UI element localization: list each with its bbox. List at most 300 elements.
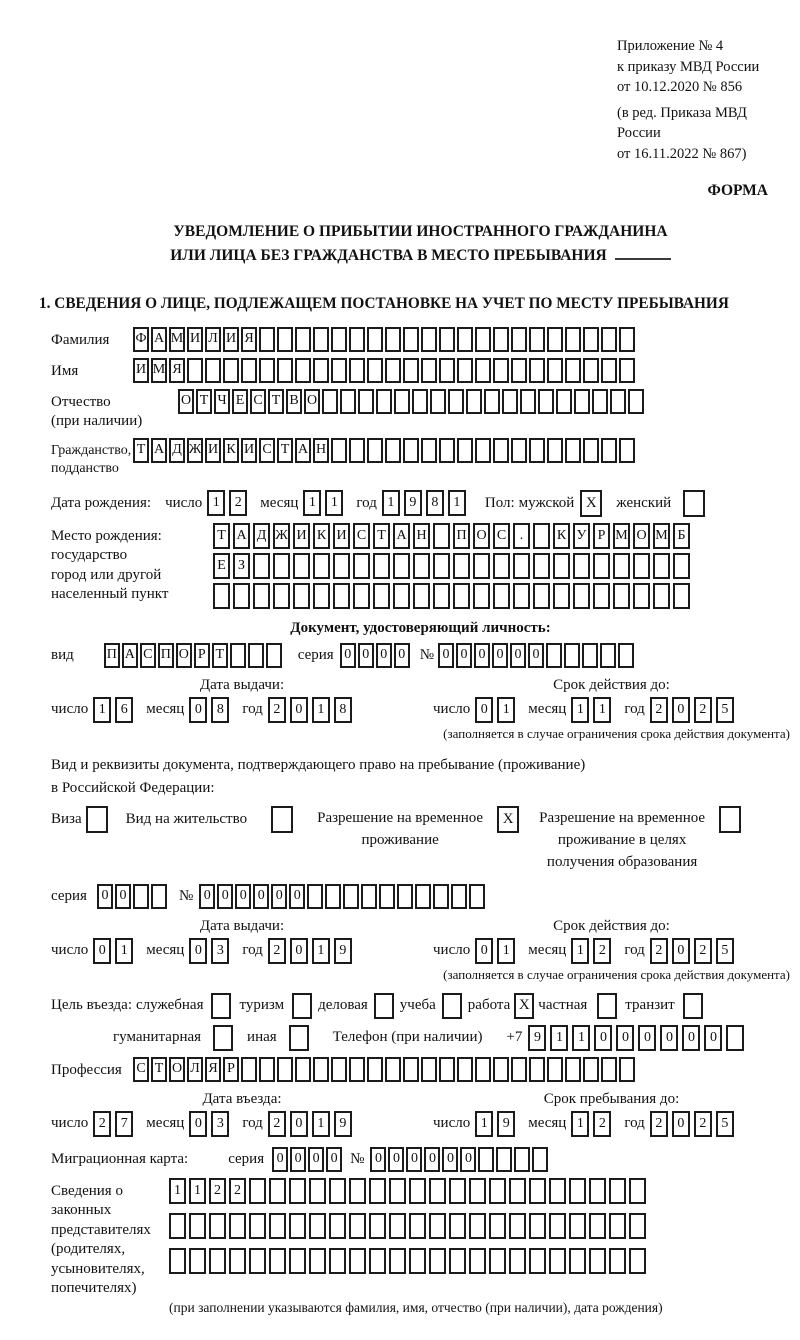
char-cell[interactable]: [475, 438, 491, 463]
char-cell[interactable]: 2: [268, 938, 286, 964]
char-cell[interactable]: 0: [326, 1147, 342, 1172]
char-cell[interactable]: И: [333, 523, 350, 549]
char-cell[interactable]: 2: [593, 1111, 611, 1137]
char-cell[interactable]: 0: [290, 1147, 306, 1172]
char-cell[interactable]: [451, 884, 467, 909]
char-cell[interactable]: 0: [290, 1111, 308, 1137]
char-cell[interactable]: [269, 1213, 286, 1239]
char-cell[interactable]: [553, 583, 570, 609]
char-cell[interactable]: [289, 1248, 306, 1274]
char-cell[interactable]: [449, 1248, 466, 1274]
char-cell[interactable]: 1: [93, 697, 111, 723]
char-cell[interactable]: [609, 1178, 626, 1204]
char-cell[interactable]: [529, 438, 545, 463]
char-cell[interactable]: [489, 1178, 506, 1204]
char-cell[interactable]: 0: [189, 1111, 207, 1137]
char-cell[interactable]: [533, 583, 550, 609]
char-cell[interactable]: [415, 884, 431, 909]
char-cell[interactable]: [385, 327, 401, 352]
char-cell[interactable]: Ф: [133, 327, 149, 352]
char-cell[interactable]: [589, 1178, 606, 1204]
char-cell[interactable]: Л: [187, 1057, 203, 1082]
char-cell[interactable]: [457, 358, 473, 383]
char-cell[interactable]: [533, 553, 550, 579]
char-cell[interactable]: [549, 1213, 566, 1239]
char-cell[interactable]: [273, 553, 290, 579]
char-cell[interactable]: Т: [277, 438, 293, 463]
char-cell[interactable]: [619, 1057, 635, 1082]
char-cell[interactable]: [329, 1178, 346, 1204]
char-cell[interactable]: [273, 583, 290, 609]
char-cell[interactable]: 0: [217, 884, 233, 909]
char-cell[interactable]: Н: [413, 523, 430, 549]
char-cell[interactable]: [295, 1057, 311, 1082]
char-cell[interactable]: И: [293, 523, 310, 549]
char-cell[interactable]: Р: [593, 523, 610, 549]
char-cell[interactable]: А: [151, 327, 167, 352]
char-cell[interactable]: [331, 438, 347, 463]
char-cell[interactable]: 0: [189, 697, 207, 723]
char-cell[interactable]: [189, 1248, 206, 1274]
char-cell[interactable]: 1: [571, 938, 589, 964]
char-cell[interactable]: 1: [593, 697, 611, 723]
char-cell[interactable]: [593, 553, 610, 579]
char-cell[interactable]: 2: [268, 1111, 286, 1137]
char-cell[interactable]: [511, 438, 527, 463]
char-cell[interactable]: 1: [303, 490, 321, 516]
char-cell[interactable]: 0: [672, 697, 690, 723]
char-cell[interactable]: [565, 358, 581, 383]
char-cell[interactable]: Б: [673, 523, 690, 549]
char-cell[interactable]: 1: [475, 1111, 493, 1137]
char-cell[interactable]: А: [295, 438, 311, 463]
char-cell[interactable]: [601, 438, 617, 463]
char-cell[interactable]: О: [633, 523, 650, 549]
char-cell[interactable]: [409, 1178, 426, 1204]
char-cell[interactable]: [430, 389, 446, 414]
residence-permit-checkbox[interactable]: [271, 806, 293, 833]
char-cell[interactable]: 1: [497, 938, 515, 964]
char-cell[interactable]: [393, 553, 410, 579]
char-cell[interactable]: 2: [229, 1178, 246, 1204]
char-cell[interactable]: [511, 327, 527, 352]
char-cell[interactable]: 3: [211, 938, 229, 964]
char-cell[interactable]: 1: [550, 1025, 568, 1051]
char-cell[interactable]: [421, 358, 437, 383]
char-cell[interactable]: [533, 523, 550, 549]
char-cell[interactable]: [538, 389, 554, 414]
char-cell[interactable]: [309, 1178, 326, 1204]
char-cell[interactable]: [413, 553, 430, 579]
char-cell[interactable]: [249, 1178, 266, 1204]
char-cell[interactable]: К: [223, 438, 239, 463]
char-cell[interactable]: 2: [229, 490, 247, 516]
char-cell[interactable]: [169, 1213, 186, 1239]
char-cell[interactable]: [493, 358, 509, 383]
char-cell[interactable]: [475, 327, 491, 352]
char-cell[interactable]: [493, 327, 509, 352]
char-cell[interactable]: С: [140, 643, 156, 668]
char-cell[interactable]: [367, 438, 383, 463]
char-cell[interactable]: 0: [672, 1111, 690, 1137]
char-cell[interactable]: [449, 1213, 466, 1239]
char-cell[interactable]: С: [250, 389, 266, 414]
char-cell[interactable]: [295, 327, 311, 352]
char-cell[interactable]: И: [133, 358, 149, 383]
char-cell[interactable]: [379, 884, 395, 909]
char-cell[interactable]: 1: [382, 490, 400, 516]
char-cell[interactable]: И: [187, 327, 203, 352]
char-cell[interactable]: 0: [672, 938, 690, 964]
char-cell[interactable]: 0: [475, 697, 493, 723]
char-cell[interactable]: Е: [213, 553, 230, 579]
char-cell[interactable]: [439, 438, 455, 463]
char-cell[interactable]: [389, 1213, 406, 1239]
char-cell[interactable]: [493, 438, 509, 463]
char-cell[interactable]: [253, 583, 270, 609]
char-cell[interactable]: 0: [424, 1147, 440, 1172]
char-cell[interactable]: [151, 884, 167, 909]
char-cell[interactable]: [385, 438, 401, 463]
char-cell[interactable]: С: [133, 1057, 149, 1082]
char-cell[interactable]: [629, 1178, 646, 1204]
char-cell[interactable]: [259, 327, 275, 352]
char-cell[interactable]: [277, 327, 293, 352]
char-cell[interactable]: [529, 1178, 546, 1204]
char-cell[interactable]: [633, 553, 650, 579]
char-cell[interactable]: Л: [205, 327, 221, 352]
char-cell[interactable]: [613, 553, 630, 579]
char-cell[interactable]: [457, 438, 473, 463]
char-cell[interactable]: Я: [169, 358, 185, 383]
char-cell[interactable]: [565, 327, 581, 352]
char-cell[interactable]: [433, 583, 450, 609]
char-cell[interactable]: [389, 1178, 406, 1204]
char-cell[interactable]: [529, 1248, 546, 1274]
char-cell[interactable]: [293, 583, 310, 609]
char-cell[interactable]: 2: [593, 938, 611, 964]
char-cell[interactable]: [613, 583, 630, 609]
char-cell[interactable]: [496, 1147, 512, 1172]
char-cell[interactable]: 0: [93, 938, 111, 964]
char-cell[interactable]: [361, 884, 377, 909]
char-cell[interactable]: [453, 553, 470, 579]
char-cell[interactable]: [373, 583, 390, 609]
char-cell[interactable]: 1: [312, 938, 330, 964]
char-cell[interactable]: 2: [650, 1111, 668, 1137]
char-cell[interactable]: 0: [406, 1147, 422, 1172]
char-cell[interactable]: [619, 327, 635, 352]
char-cell[interactable]: [358, 389, 374, 414]
char-cell[interactable]: [509, 1178, 526, 1204]
char-cell[interactable]: [653, 553, 670, 579]
char-cell[interactable]: [532, 1147, 548, 1172]
char-cell[interactable]: [331, 358, 347, 383]
char-cell[interactable]: [547, 327, 563, 352]
char-cell[interactable]: [343, 884, 359, 909]
char-cell[interactable]: [253, 553, 270, 579]
char-cell[interactable]: 1: [169, 1178, 186, 1204]
char-cell[interactable]: 3: [211, 1111, 229, 1137]
char-cell[interactable]: [433, 523, 450, 549]
char-cell[interactable]: [353, 583, 370, 609]
char-cell[interactable]: Ч: [214, 389, 230, 414]
char-cell[interactable]: [429, 1213, 446, 1239]
char-cell[interactable]: 7: [115, 1111, 133, 1137]
char-cell[interactable]: О: [169, 1057, 185, 1082]
char-cell[interactable]: С: [259, 438, 275, 463]
char-cell[interactable]: [325, 884, 341, 909]
char-cell[interactable]: 5: [716, 938, 734, 964]
char-cell[interactable]: [329, 1248, 346, 1274]
char-cell[interactable]: [409, 1248, 426, 1274]
char-cell[interactable]: 0: [492, 643, 508, 668]
char-cell[interactable]: [309, 1213, 326, 1239]
char-cell[interactable]: [313, 358, 329, 383]
char-cell[interactable]: [547, 438, 563, 463]
char-cell[interactable]: 0: [442, 1147, 458, 1172]
char-cell[interactable]: И: [241, 438, 257, 463]
char-cell[interactable]: [349, 1248, 366, 1274]
char-cell[interactable]: 0: [97, 884, 113, 909]
char-cell[interactable]: [313, 583, 330, 609]
char-cell[interactable]: [367, 1057, 383, 1082]
purpose-transit-checkbox[interactable]: [683, 993, 703, 1019]
char-cell[interactable]: 0: [340, 643, 356, 668]
char-cell[interactable]: [583, 438, 599, 463]
char-cell[interactable]: [403, 327, 419, 352]
char-cell[interactable]: [329, 1213, 346, 1239]
char-cell[interactable]: Н: [313, 438, 329, 463]
char-cell[interactable]: [259, 1057, 275, 1082]
char-cell[interactable]: [673, 583, 690, 609]
purpose-commercial-checkbox[interactable]: [374, 993, 394, 1019]
char-cell[interactable]: [223, 358, 239, 383]
char-cell[interactable]: 2: [93, 1111, 111, 1137]
char-cell[interactable]: 9: [528, 1025, 546, 1051]
char-cell[interactable]: [475, 358, 491, 383]
char-cell[interactable]: [529, 1213, 546, 1239]
char-cell[interactable]: 9: [404, 490, 422, 516]
char-cell[interactable]: [547, 1057, 563, 1082]
char-cell[interactable]: 0: [394, 643, 410, 668]
char-cell[interactable]: А: [233, 523, 250, 549]
char-cell[interactable]: [469, 1248, 486, 1274]
gender-male-checkbox[interactable]: X: [580, 490, 602, 517]
char-cell[interactable]: 0: [289, 884, 305, 909]
char-cell[interactable]: [349, 438, 365, 463]
char-cell[interactable]: [241, 358, 257, 383]
char-cell[interactable]: О: [176, 643, 192, 668]
char-cell[interactable]: [269, 1178, 286, 1204]
char-cell[interactable]: 0: [682, 1025, 700, 1051]
char-cell[interactable]: 1: [571, 697, 589, 723]
char-cell[interactable]: 5: [716, 1111, 734, 1137]
char-cell[interactable]: 2: [209, 1178, 226, 1204]
char-cell[interactable]: [389, 1248, 406, 1274]
char-cell[interactable]: 2: [694, 938, 712, 964]
char-cell[interactable]: С: [493, 523, 510, 549]
char-cell[interactable]: [453, 583, 470, 609]
char-cell[interactable]: 1: [325, 490, 343, 516]
char-cell[interactable]: [307, 884, 323, 909]
char-cell[interactable]: А: [151, 438, 167, 463]
char-cell[interactable]: [205, 358, 221, 383]
char-cell[interactable]: У: [573, 523, 590, 549]
char-cell[interactable]: [573, 553, 590, 579]
char-cell[interactable]: [349, 327, 365, 352]
char-cell[interactable]: Ж: [273, 523, 290, 549]
char-cell[interactable]: [549, 1178, 566, 1204]
char-cell[interactable]: [489, 1248, 506, 1274]
char-cell[interactable]: [331, 1057, 347, 1082]
char-cell[interactable]: Т: [268, 389, 284, 414]
char-cell[interactable]: 0: [271, 884, 287, 909]
char-cell[interactable]: 0: [460, 1147, 476, 1172]
char-cell[interactable]: [502, 389, 518, 414]
temp-residence-checkbox[interactable]: X: [497, 806, 519, 833]
char-cell[interactable]: [293, 553, 310, 579]
char-cell[interactable]: [367, 327, 383, 352]
char-cell[interactable]: [269, 1248, 286, 1274]
char-cell[interactable]: [546, 643, 562, 668]
char-cell[interactable]: [403, 358, 419, 383]
char-cell[interactable]: [433, 884, 449, 909]
char-cell[interactable]: [574, 389, 590, 414]
char-cell[interactable]: [369, 1213, 386, 1239]
char-cell[interactable]: [509, 1213, 526, 1239]
char-cell[interactable]: [385, 358, 401, 383]
char-cell[interactable]: [593, 583, 610, 609]
char-cell[interactable]: Е: [232, 389, 248, 414]
char-cell[interactable]: 0: [475, 938, 493, 964]
char-cell[interactable]: 2: [694, 697, 712, 723]
char-cell[interactable]: [547, 358, 563, 383]
char-cell[interactable]: О: [473, 523, 490, 549]
char-cell[interactable]: 0: [235, 884, 251, 909]
char-cell[interactable]: Т: [212, 643, 228, 668]
char-cell[interactable]: [573, 583, 590, 609]
char-cell[interactable]: [601, 327, 617, 352]
char-cell[interactable]: [653, 583, 670, 609]
char-cell[interactable]: [600, 643, 616, 668]
char-cell[interactable]: [484, 389, 500, 414]
char-cell[interactable]: [592, 389, 608, 414]
purpose-tourism-checkbox[interactable]: [292, 993, 312, 1019]
char-cell[interactable]: 1: [448, 490, 466, 516]
char-cell[interactable]: [529, 1057, 545, 1082]
char-cell[interactable]: [421, 327, 437, 352]
char-cell[interactable]: [478, 1147, 494, 1172]
char-cell[interactable]: 1: [189, 1178, 206, 1204]
char-cell[interactable]: 1: [497, 697, 515, 723]
char-cell[interactable]: Т: [196, 389, 212, 414]
char-cell[interactable]: [313, 553, 330, 579]
purpose-private-checkbox[interactable]: [597, 993, 617, 1019]
char-cell[interactable]: [473, 553, 490, 579]
char-cell[interactable]: [385, 1057, 401, 1082]
char-cell[interactable]: 0: [704, 1025, 722, 1051]
char-cell[interactable]: 2: [268, 697, 286, 723]
char-cell[interactable]: 0: [594, 1025, 612, 1051]
char-cell[interactable]: [349, 358, 365, 383]
char-cell[interactable]: [367, 358, 383, 383]
char-cell[interactable]: М: [613, 523, 630, 549]
char-cell[interactable]: В: [286, 389, 302, 414]
char-cell[interactable]: [609, 1213, 626, 1239]
char-cell[interactable]: [473, 583, 490, 609]
char-cell[interactable]: А: [393, 523, 410, 549]
char-cell[interactable]: [259, 358, 275, 383]
char-cell[interactable]: 8: [211, 697, 229, 723]
char-cell[interactable]: Р: [223, 1057, 239, 1082]
char-cell[interactable]: [429, 1178, 446, 1204]
char-cell[interactable]: 1: [571, 1111, 589, 1137]
char-cell[interactable]: [333, 553, 350, 579]
char-cell[interactable]: [582, 643, 598, 668]
char-cell[interactable]: [511, 358, 527, 383]
purpose-work-checkbox[interactable]: X: [514, 993, 534, 1019]
char-cell[interactable]: [673, 553, 690, 579]
char-cell[interactable]: [249, 1248, 266, 1274]
char-cell[interactable]: [403, 1057, 419, 1082]
char-cell[interactable]: [421, 1057, 437, 1082]
char-cell[interactable]: [619, 438, 635, 463]
char-cell[interactable]: 0: [660, 1025, 678, 1051]
char-cell[interactable]: [421, 438, 437, 463]
char-cell[interactable]: [469, 1213, 486, 1239]
char-cell[interactable]: [565, 438, 581, 463]
char-cell[interactable]: Т: [373, 523, 390, 549]
char-cell[interactable]: [565, 1057, 581, 1082]
char-cell[interactable]: [403, 438, 419, 463]
char-cell[interactable]: 1: [312, 697, 330, 723]
char-cell[interactable]: 0: [189, 938, 207, 964]
char-cell[interactable]: [266, 643, 282, 668]
char-cell[interactable]: [520, 389, 536, 414]
char-cell[interactable]: [469, 1178, 486, 1204]
char-cell[interactable]: [369, 1248, 386, 1274]
char-cell[interactable]: [469, 884, 485, 909]
char-cell[interactable]: [189, 1213, 206, 1239]
char-cell[interactable]: [448, 389, 464, 414]
gender-female-checkbox[interactable]: [683, 490, 705, 517]
char-cell[interactable]: [241, 1057, 257, 1082]
char-cell[interactable]: [601, 358, 617, 383]
char-cell[interactable]: [289, 1213, 306, 1239]
char-cell[interactable]: [248, 643, 264, 668]
char-cell[interactable]: [493, 553, 510, 579]
char-cell[interactable]: [133, 884, 149, 909]
char-cell[interactable]: 0: [115, 884, 131, 909]
char-cell[interactable]: 0: [290, 697, 308, 723]
char-cell[interactable]: [583, 327, 599, 352]
char-cell[interactable]: [277, 1057, 293, 1082]
char-cell[interactable]: [556, 389, 572, 414]
char-cell[interactable]: 9: [334, 1111, 352, 1137]
char-cell[interactable]: [393, 583, 410, 609]
char-cell[interactable]: Я: [205, 1057, 221, 1082]
char-cell[interactable]: 1: [312, 1111, 330, 1137]
char-cell[interactable]: [529, 358, 545, 383]
char-cell[interactable]: [349, 1213, 366, 1239]
char-cell[interactable]: [493, 1057, 509, 1082]
char-cell[interactable]: И: [223, 327, 239, 352]
char-cell[interactable]: 5: [716, 697, 734, 723]
char-cell[interactable]: [509, 1248, 526, 1274]
char-cell[interactable]: [331, 327, 347, 352]
char-cell[interactable]: 0: [199, 884, 215, 909]
